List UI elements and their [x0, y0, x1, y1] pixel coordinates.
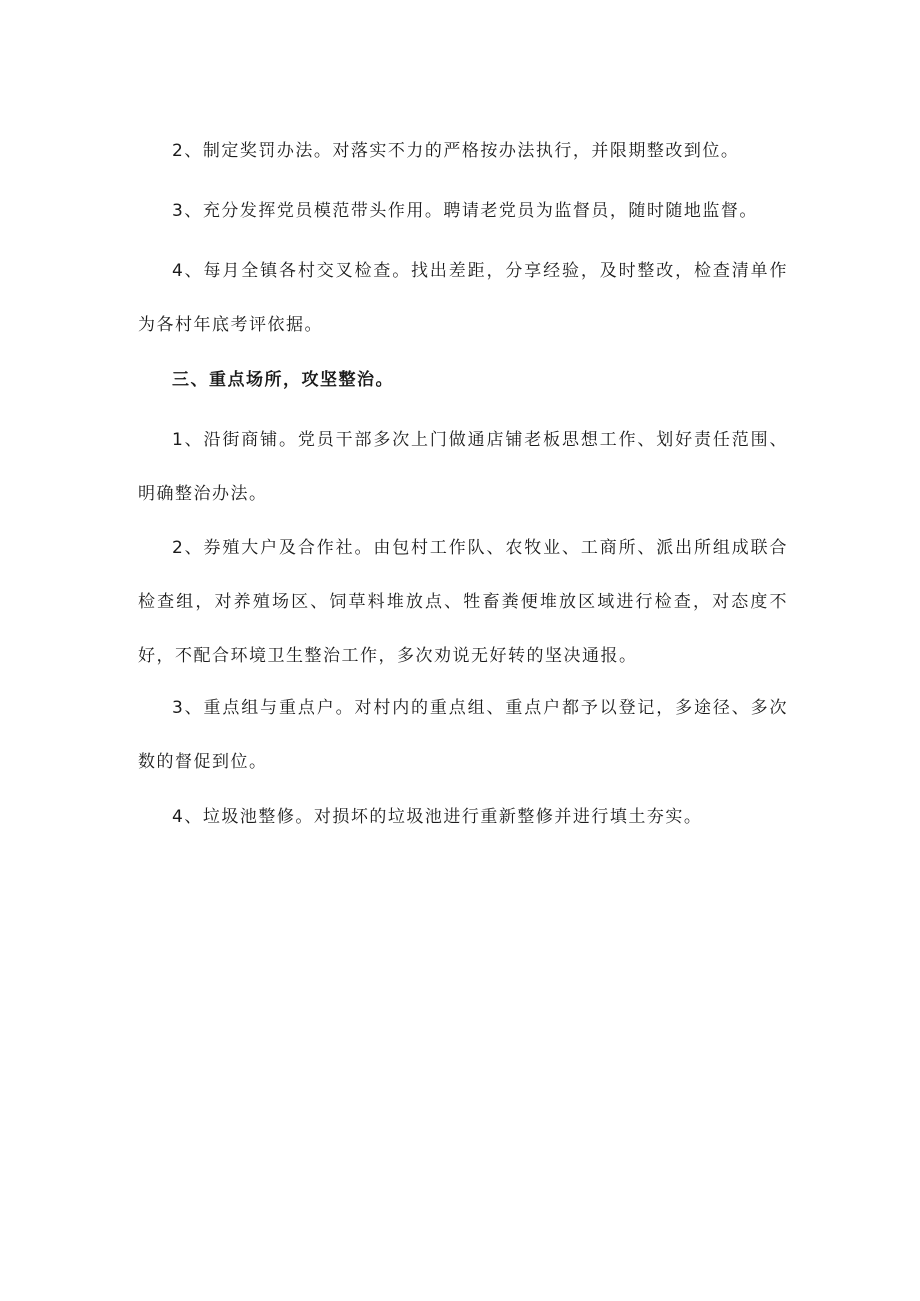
paragraph-breeding-households: 2、券殖大户及合作社。由包村工作队、农牧业、工商所、派出所组成联合检查组，对养殖场区、饲草料堆放点、牲畜粪便堆放区域进行检查，对态度不好，不配合环境卫生整治工作，多次劝说无好转的坚决通报。	[138, 538, 788, 666]
paragraph-garbage-pool: 4、垃圾池整修。对损坏的垃圾池进行重新整修并进行填土夯实。	[172, 807, 703, 827]
paragraph-party-members: 3、充分发挥党员模范带头作用。聘请老党员为监督员，随时随地监督。	[172, 201, 758, 221]
paragraph-street-shops: 1、沿街商铺。党员干部多次上门做通店铺老板思想工作、划好责任范围、明确整治办法。	[138, 430, 788, 504]
paragraph-key-groups: 3、重点组与重点户。对村内的重点组、重点户都予以登记，多途径、多次数的督促到位。	[138, 698, 788, 772]
section-heading-key-places: 三、重点场所，攻坚整治。	[172, 370, 394, 390]
paragraph-reward-punishment: 2、制定奖罚办法。对落实不力的严格按办法执行，并限期整改到位。	[172, 141, 740, 161]
paragraph-monthly-inspection: 4、每月全镇各村交叉检查。找出差距，分享经验，及时整改，检查清单作为各村年底考评依据。	[138, 261, 788, 335]
